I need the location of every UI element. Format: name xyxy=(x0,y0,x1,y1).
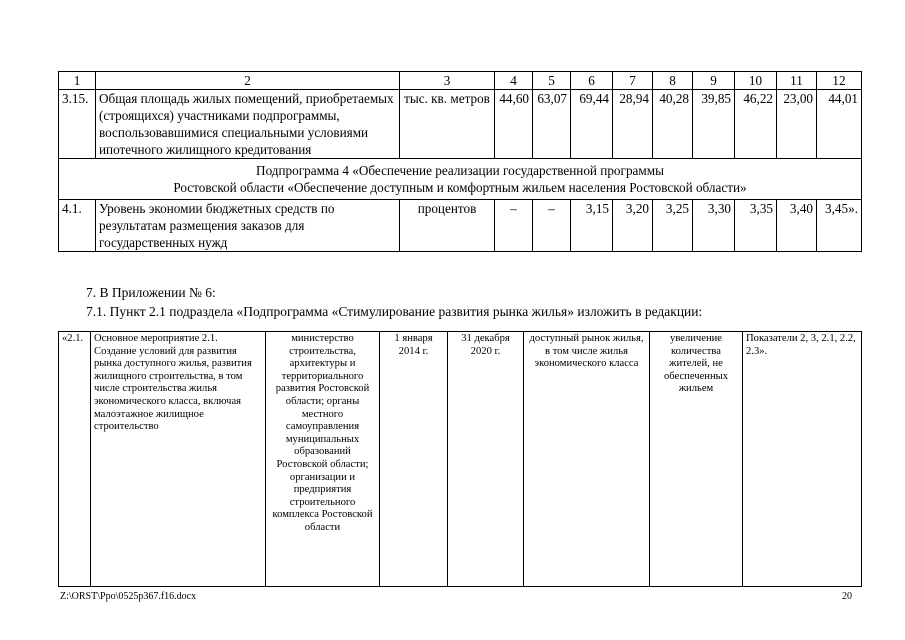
header-cell: 3 xyxy=(400,72,495,90)
header-cell: 2 xyxy=(96,72,400,90)
measure-name: Основное мероприятие 2.1. Создание условий для развития рынка доступного жилья, развития жилищного строительства, в том числе строительства жилья экономического класса, включая малоэтажное жилищное строительство xyxy=(91,332,266,587)
section-title-line: Подпрограмма 4 «Обеспечение реализации государственной программы xyxy=(256,163,664,178)
value-cell: 44,60 xyxy=(495,90,533,159)
row-number: 3.15. xyxy=(59,90,96,159)
header-cell: 9 xyxy=(693,72,735,90)
value-cell: 3,20 xyxy=(613,200,653,252)
value-cell: – xyxy=(495,200,533,252)
page-number: 20 xyxy=(842,591,852,602)
header-cell: 11 xyxy=(777,72,817,90)
measures-table xyxy=(58,331,862,587)
instruction-paragraphs xyxy=(86,283,702,321)
table-header-row xyxy=(59,72,862,90)
file-path: Z:\ORST\Ppo\0525p367.f16.docx xyxy=(60,591,197,602)
paragraph: 7.1. Пункт 2.1 подраздела «Подпрограмма «Стимулирование развития рынка жилья» изложить в редакции: xyxy=(86,304,703,319)
section-title xyxy=(59,159,862,200)
section-title-line: Ростовской области «Обеспечение доступным и комфортным жильем населения Ростовской области» xyxy=(173,180,747,195)
header-cell: 6 xyxy=(571,72,613,90)
value-cell: 46,22 xyxy=(735,90,777,159)
value-cell: 3,30 xyxy=(693,200,735,252)
row-number: «2.1. xyxy=(59,332,91,587)
value-cell: 63,07 xyxy=(533,90,571,159)
header-cell: 4 xyxy=(495,72,533,90)
table-row xyxy=(59,90,862,159)
end-date-cell: 31 декабря 2020 г. xyxy=(448,332,524,587)
start-date-cell: 1 января 2014 г. xyxy=(380,332,448,587)
unit-cell: процентов xyxy=(400,200,495,252)
value-cell: 28,94 xyxy=(613,90,653,159)
value-cell: 3,40 xyxy=(777,200,817,252)
value-cell: 39,85 xyxy=(693,90,735,159)
table-row xyxy=(59,200,862,252)
section-row xyxy=(59,159,862,200)
table-row xyxy=(59,332,862,587)
value-cell: 40,28 xyxy=(653,90,693,159)
value-cell: 3,45». xyxy=(817,200,862,252)
value-cell: 3,15 xyxy=(571,200,613,252)
value-cell: 3,25 xyxy=(653,200,693,252)
value-cell: 69,44 xyxy=(571,90,613,159)
header-cell: 12 xyxy=(817,72,862,90)
indicator-name: Общая площадь жилых помещений, приобретаемых (строящихся) участниками подпрограммы, воспользовавшимися специальными условиями ипотечного жилищного кредитования xyxy=(96,90,400,159)
value-cell: – xyxy=(533,200,571,252)
paragraph: 7. В Приложении № 6: xyxy=(86,285,216,300)
value-cell: 23,00 xyxy=(777,90,817,159)
indicators-cell: Показатели 2, 3, 2.1, 2.2, 2.3». xyxy=(743,332,862,587)
value-cell: 3,35 xyxy=(735,200,777,252)
header-cell: 8 xyxy=(653,72,693,90)
indicator-name: Уровень экономии бюджетных средств по результатам размещения заказов для государственных нужд xyxy=(96,200,400,252)
consequence-cell: увеличение количества жителей, не обеспеченных жильем xyxy=(650,332,743,587)
header-cell: 1 xyxy=(59,72,96,90)
unit-cell: тыс. кв. метров xyxy=(400,90,495,159)
row-number: 4.1. xyxy=(59,200,96,252)
executor-cell: министерство строительства, архитектуры и территориального развития Ростовской области; органы местного самоуправления муниципальных образований Ростовской области; организации и предприятия строительного комплекса Ростовской области xyxy=(266,332,380,587)
header-cell: 7 xyxy=(613,72,653,90)
header-cell: 5 xyxy=(533,72,571,90)
value-cell: 44,01 xyxy=(817,90,862,159)
result-cell: доступный рынок жилья, в том числе жилья экономического класса xyxy=(524,332,650,587)
indicators-table xyxy=(58,71,862,252)
header-cell: 10 xyxy=(735,72,777,90)
